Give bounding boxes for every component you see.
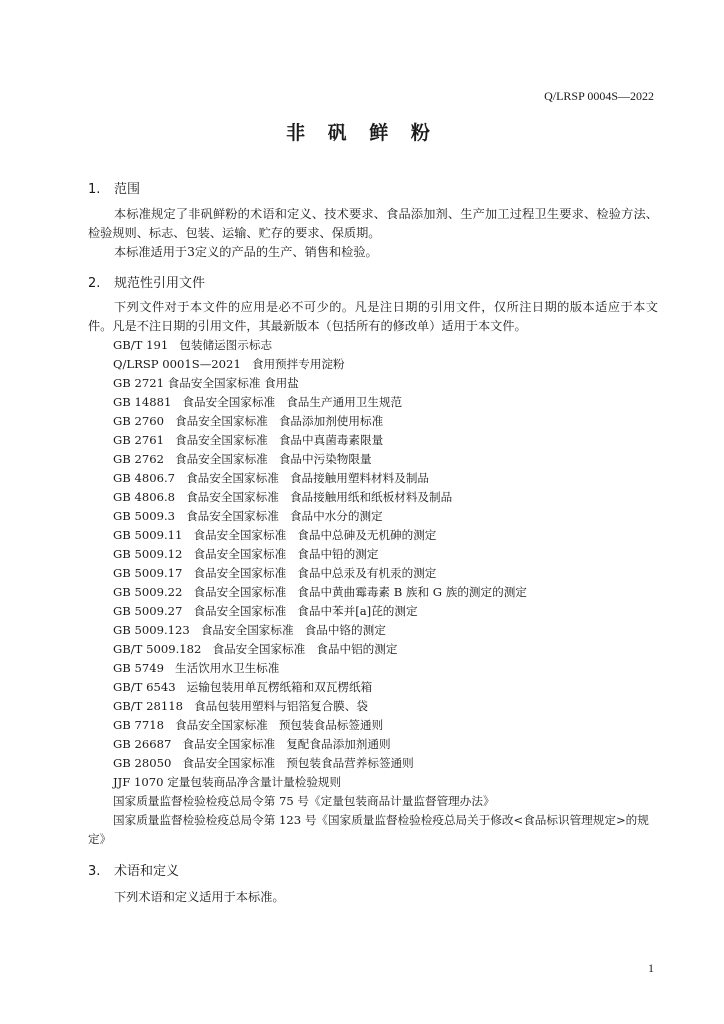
scope-paragraph-2: 本标准适用于3定义的产品的生产、销售和检验。 — [114, 245, 378, 259]
reference-item: GB 2761 食品安全国家标准 食品中真菌毒素限量 — [113, 433, 384, 447]
reference-item-wrapped: 国家质量监督检验检疫总局令第 123 号《国家质量监督检验检疫总局关于修改<食品标识管理规定>的规定》 — [88, 813, 649, 846]
page-number: 1 — [648, 961, 654, 975]
section-title: 术语和定义 — [114, 864, 180, 879]
reference-item: GB 5009.123 食品安全国家标准 食品中铬的测定 — [113, 623, 386, 637]
reference-item: GB 28050 食品安全国家标准 预包装食品营养标签通则 — [113, 756, 414, 770]
reference-item: GB 5009.22 食品安全国家标准 食品中黄曲霉毒素 B 族和 G 族的测定的测定 — [113, 585, 527, 599]
section-number: 1. — [88, 182, 101, 197]
document-code: Q/LRSP 0004S—2022 — [544, 89, 654, 103]
reference-item: GB 5009.27 食品安全国家标准 食品中苯并[a]芘的测定 — [113, 604, 418, 618]
reference-item: GB 4806.8 食品安全国家标准 食品接触用纸和纸板材料及制品 — [113, 490, 453, 504]
section-title: 规范性引用文件 — [114, 276, 206, 291]
reference-list — [113, 336, 527, 811]
section-title: 范围 — [114, 182, 141, 197]
scope-paragraph-1: 本标准规定了非矾鲜粉的术语和定义、技术要求、食品添加剂、生产加工过程卫生要求、检验方法、检验规则、标志、包装、运输、贮存的要求、保质期。 — [88, 207, 658, 240]
reference-item: GB 14881 食品安全国家标准 食品生产通用卫生规范 — [113, 395, 403, 409]
section-heading-terms — [88, 860, 179, 879]
reference-item: GB 5009.12 食品安全国家标准 食品中铅的测定 — [113, 547, 379, 561]
reference-item: GB 5009.11 食品安全国家标准 食品中总砷及无机砷的测定 — [113, 528, 437, 542]
reference-item: GB 2762 食品安全国家标准 食品中污染物限量 — [113, 452, 372, 466]
normative-intro: 下列文件对于本文件的应用是必不可少的。凡是注日期的引用文件，仅所注日期的版本适应于本文件。凡是不注日期的引用文件，其最新版本（包括所有的修改单）适用于本文件。 — [88, 300, 658, 333]
reference-item: GB/T 6543 运输包装用单瓦楞纸箱和双瓦楞纸箱 — [113, 680, 373, 694]
reference-item: GB 2721 食品安全国家标准 食用盐 — [113, 376, 299, 390]
section-number: 2. — [88, 276, 101, 291]
reference-item: GB/T 5009.182 食品安全国家标准 食品中铝的测定 — [113, 642, 398, 656]
reference-item: GB 26687 食品安全国家标准 复配食品添加剂通则 — [113, 737, 391, 751]
reference-item: GB 4806.7 食品安全国家标准 食品接触用塑料材料及制品 — [113, 471, 430, 485]
reference-item: GB/T 191 包装储运图示标志 — [113, 338, 273, 352]
section-heading-scope — [88, 178, 140, 197]
section-heading-normative — [88, 272, 205, 291]
section-number: 3. — [88, 864, 101, 879]
reference-item: Q/LRSP 0001S—2021 食用预拌专用淀粉 — [113, 357, 345, 371]
reference-item: GB 5009.17 食品安全国家标准 食品中总汞及有机汞的测定 — [113, 566, 437, 580]
reference-item: GB 2760 食品安全国家标准 食品添加剂使用标准 — [113, 414, 384, 428]
reference-item: GB 5009.3 食品安全国家标准 食品中水分的测定 — [113, 509, 383, 523]
reference-item: 国家质量监督检验检疫总局令第 75 号《定量包装商品计量监督管理办法》 — [113, 794, 495, 808]
reference-item: GB/T 28118 食品包装用塑料与铝箔复合膜、袋 — [113, 699, 368, 713]
reference-item: JJF 1070 定量包装商品净含量计量检验规则 — [113, 775, 342, 789]
reference-item: GB 7718 食品安全国家标准 预包装食品标签通则 — [113, 718, 384, 732]
reference-item: GB 5749 生活饮用水卫生标准 — [113, 661, 280, 675]
terms-intro: 下列术语和定义适用于本标准。 — [114, 890, 285, 904]
document-title: 非 矾 鲜 粉 — [286, 122, 438, 144]
